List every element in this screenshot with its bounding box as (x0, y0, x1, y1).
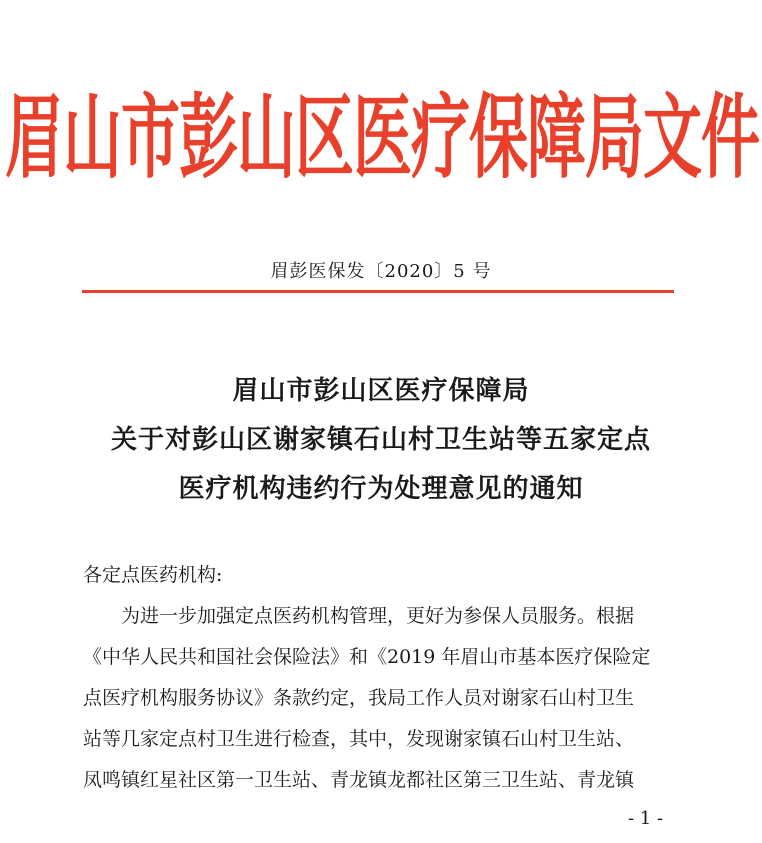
title-line-2: 关于对彭山区谢家镇石山村卫生站等五家定点 (110, 425, 651, 455)
body-line: 站等几家定点村卫生进行检查，其中，发现谢家镇石山村卫生站、 (83, 728, 635, 750)
body-line: 《中华人民共和国社会保险法》和《2019 年眉山市基本医疗保险定 (83, 646, 651, 668)
issuer-letterhead: 眉山市彭山区医疗保障局文件 (5, 83, 760, 191)
document-number: 眉彭医保发〔2020〕5 号 (270, 261, 492, 282)
body-paragraph (83, 596, 683, 801)
salutation: 各定点医药机构: (83, 564, 223, 586)
red-divider-line (82, 290, 674, 293)
body-line: 点医疗机构服务协议》条款约定，我局工作人员对谢家石山村卫生 (83, 687, 635, 709)
body-line: 凤鸣镇红星社区第一卫生站、青龙镇龙都社区第三卫生站、青龙镇 (83, 769, 635, 791)
page-number: - 1 - (628, 808, 664, 829)
title-line-3: 医疗机构违约行为处理意见的通知 (178, 474, 584, 504)
title-line-1: 眉山市彭山区医疗保障局 (232, 376, 530, 406)
body-line: 为进一步加强定点医药机构管理，更好为参保人员服务。根据 (121, 605, 635, 627)
